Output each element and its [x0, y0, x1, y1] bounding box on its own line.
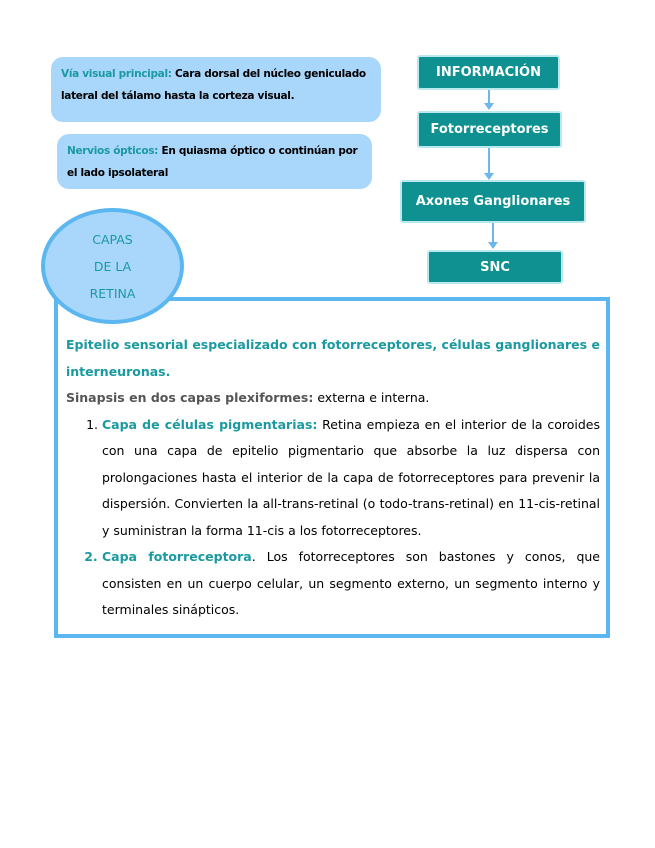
primary-visual-path-label: Vía visual principal:: [61, 68, 172, 80]
retina-layers-content: [66, 332, 600, 624]
intro-heading: Epitelio sensorial especializado con fotorreceptores, células ganglionares e interneuronas.: [66, 337, 600, 379]
synapsis-line: [66, 385, 600, 412]
optic-nerves-label: Nervios ópticos:: [67, 145, 159, 157]
down-arrow-icon: [488, 148, 490, 174]
primary-visual-path-text: Cara dorsal del núcleo geniculado lateral del tálamo hasta la corteza visual.: [61, 68, 366, 102]
list-item-text: Retina empieza en el interior de la coroides con una capa de epitelio pigmentario que absorbe la luz dispersa con prolongaciones hasta el interior de la capa de fotorreceptores para prevenir la dispersión. Convierten la all-trans-retinal (o todo-trans-retinal) en 11-cis-retinal y suministran la forma 11-cis a los fotorreceptores.: [102, 416, 600, 538]
list-item: [102, 412, 600, 545]
circle-line-2: DE LA: [93, 258, 132, 274]
list-item-title: Capa de células pigmentarias:: [102, 416, 318, 432]
list-item: [102, 544, 600, 624]
down-arrow-icon: [488, 90, 490, 104]
primary-visual-path-note: [51, 57, 381, 122]
list-item-text: . Los fotorreceptores son bastones y conos, que consisten en un cuerpo celular, un segmento externo, un segmento interno y terminales sinápticos.: [102, 549, 600, 617]
optic-nerves-text: En quiasma óptico o continúan por el lado ipsolateral: [67, 145, 358, 179]
circle-line-1: CAPAS: [92, 231, 133, 247]
flow-step-snc: SNC: [427, 250, 563, 284]
synapsis-title: Sinapsis en dos capas plexiformes:: [66, 390, 314, 405]
list-item-title: Capa fotorreceptora: [102, 549, 252, 564]
synapsis-text: externa e interna.: [313, 390, 430, 405]
flow-step-fotorreceptores: Fotorreceptores: [417, 111, 562, 148]
flow-step-axones-ganglionares: Axones Ganglionares: [400, 180, 586, 223]
down-arrow-icon: [492, 223, 494, 243]
layers-list: [66, 412, 600, 624]
optic-nerves-note: [57, 134, 372, 189]
circle-line-3: RETINA: [89, 285, 136, 301]
retina-layers-circle-title: [41, 208, 184, 324]
flow-step-informacion: INFORMACIÓN: [417, 55, 560, 90]
